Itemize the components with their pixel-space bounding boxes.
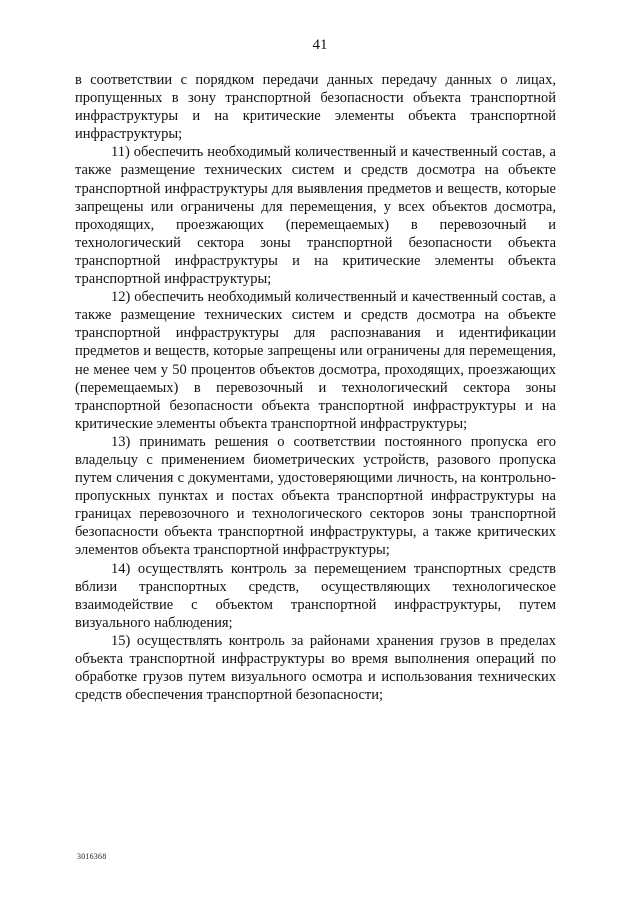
- document-body: [75, 71, 556, 704]
- document-code: 3016368: [77, 852, 107, 861]
- paragraph-item-15: 15) осуществлять контроль за районами хранения грузов в пределах объекта транспортной инфраструктуры во время выполнения операций по обработке грузов путем визуального осмотра и использования технических средств обеспечения транспортной безопасности;: [75, 632, 556, 704]
- paragraph-item-14: 14) осуществлять контроль за перемещением транспортных средств вблизи транспортных средств, осуществляющих технологическое взаимодействие с объектом транспортной инфраструктуры, путем визуального наблюдения;: [75, 560, 556, 631]
- paragraph-continuation: в соответствии с порядком передачи данных передачу данных о лицах, пропущенных в зону транспортной безопасности объекта транспортной инфраструктуры и на критические элементы объекта транспортной инфраструктуры;: [75, 72, 556, 143]
- paragraph-item-11: 11) обеспечить необходимый количественный и качественный состав, а также размещение технических систем и средств досмотра на объекте транспортной инфраструктуры для выявления предметов и веществ, которые запрещены или ограничены для перемещения, у всех объектов досмотра, проходящих, проезжающих (перемещаемых) в перевозочный и технологический сектора зоны транспортной безопасности объекта транспортной инфраструктуры и на критические элементы объекта транспортной инфраструктуры;: [75, 144, 556, 288]
- paragraph-item-13: 13) принимать решения о соответствии постоянного пропуска его владельцу с применением биометрических устройств, разового пропуска путем сличения с документами, удостоверяющими личность, на контрольно-пропускных пунктах и постах объекта транспортной инфраструктуры на границах перевозочного и технологического секторов зоны транспортной безопасности объекта транспортной инфраструктуры, а также критических элементов объекта транспортной инфраструктуры;: [75, 433, 556, 559]
- paragraph-item-12: 12) обеспечить необходимый количественный и качественный состав, а также размещение технических систем и средств досмотра на объекте транспортной инфраструктуры для распознавания и идентификации предметов и веществ, которые запрещены или ограничены для перемещения, не менее чем у 50 процентов объектов досмотра, проходящих, проезжающих (перемещаемых) в перевозочный и технологический сектора зоны транспортной безопасности объекта транспортной инфраструктуры и на критические элементы объекта транспортной инфраструктуры;: [75, 289, 556, 432]
- page-number: 41: [312, 37, 328, 53]
